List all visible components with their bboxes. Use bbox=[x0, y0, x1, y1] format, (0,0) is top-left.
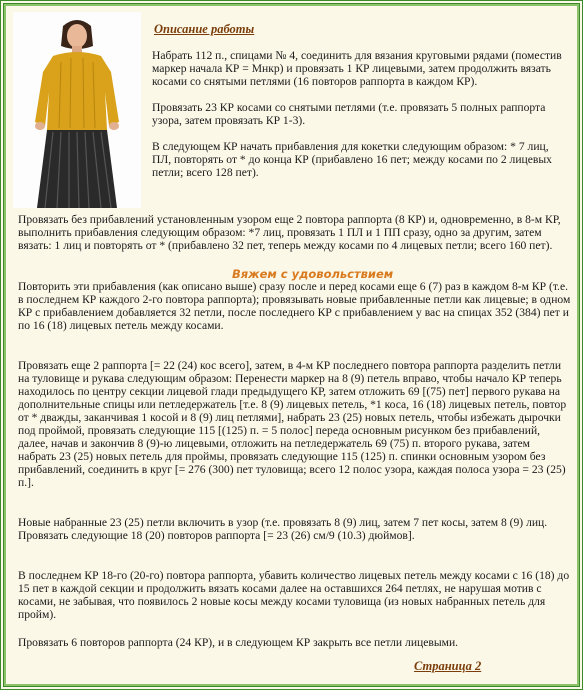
model-photo bbox=[13, 12, 141, 208]
paragraph: Новые набранные 23 (25) петли включить в узор (т.е. провязать 8 (9) лиц, затем 7 пет косы, затем 8 (9) лиц. Провязать следующие 18 (20) повторов раппорта [= 23 (26) см/9 (10.3) дюймов]. bbox=[18, 516, 548, 542]
paragraph: Повторить эти прибавления (как описано выше) сразу после и перед косами еще 6 (7) раз в каждом 8-м КР (т.е. в последнем КР каждого 2-го повтора раппорта); провязывать новые прибавленные петли как лицевые; в одном КР с прибавлением добавляется 32 петли, после последнего КР с прибавлением у вас на спицах 352 (384) пет и по 16 (18) лицевых петель между косами. bbox=[18, 280, 571, 332]
intro-paragraphs bbox=[152, 49, 570, 192]
paragraph: Провязать еще 2 раппорта [= 22 (24) кос всего], затем, в 4-м КР последнего повтора раппорта разделить петли на туловище и рукава следующим образом: Перенести маркер на 8 (9) петель вправо, чтобы начало КР теперь находилось по центру секции лицевой глади предыдущего КР, затем отложить 69 [(75) пет] первого рукава на дополнительные спицы или петледержатель [т.е. 8 (9) лицевых петель, *1 коса, 16 (18) лицевых петель, повтор от * дважды, заканчивая 1 косой и 8 (9) лиц петлями], набрать 23 (25) новых петель, чтобы избежать дырочки под проймой, провязать следующие 115 [(125) п. = 5 полос] переда основным рисунком без прибавлений, далее, начав и закончив 8 (9)-ю лицевыми, отложить на петледержатель 69 (75) п. второго рукава, затем набрать 23 (25) новых петель для проймы, провязать следующие 115 (125) п. спинки основным узором без прибавлений, соединить в круг [= 276 (300) пет туловища; всего 12 полос узора, каждая полоса узора = 23 (25) п.]. bbox=[18, 359, 567, 489]
site-note: Вяжем с удовольствием bbox=[232, 267, 394, 281]
paragraph: В следующем КР начать прибавления для кокетки следующим образом: * 7 лиц, ПЛ, повторять от * до конца КР (прибавлено 16 пет; между косами по 2 лицевых петли; всего 128 пет). bbox=[152, 140, 552, 179]
paragraph: В последнем КР 18-го (20-го) повтора раппорта, убавить количество лицевых петель между косами с 16 (18) до 15 пет в каждой секции и продолжить вязать косами далее на оставшихся 264 петлях, не нарушая мотив с косами, не забывая, что появилось 2 новые косы между косами туловища (из новых набранных петель для пройм). bbox=[18, 569, 570, 621]
page-title: Описание работы bbox=[154, 22, 255, 36]
sweater-model-illustration bbox=[13, 12, 141, 208]
paragraph: Провязать без прибавлений установленным узором еще 2 повтора раппорта (8 КР) и, одновременно, в 8-м КР, выполнить прибавления следующим образом: *7 лиц, провязать 1 ПЛ и 1 ПП сразу, одно за другим, затем вязать: 1 лиц и повторять от * (прибавлено 32 пет, теперь между косами по 4 лицевых петли; всего 160 пет). bbox=[18, 213, 561, 252]
page-number-link[interactable]: Страница 2 bbox=[414, 659, 482, 673]
paragraph: Провязать 23 КР косами со снятыми петлями (т.е. провязать 5 полных раппорта узора, затем провязать КР 1-3). bbox=[152, 101, 546, 127]
paragraph: Набрать 112 п., спицами № 4, соединить для вязания круговыми рядами (поместив маркер начала КР = Мнкр) и провязать 1 КР лицевыми, затем продолжить вязать косами со снятыми петлями (16 повторов раппорта в каждом КР). bbox=[152, 49, 562, 88]
paragraph: Провязать 6 повторов раппорта (24 КР), и в следующем КР закрыть все петли лицевыми. bbox=[18, 636, 459, 649]
